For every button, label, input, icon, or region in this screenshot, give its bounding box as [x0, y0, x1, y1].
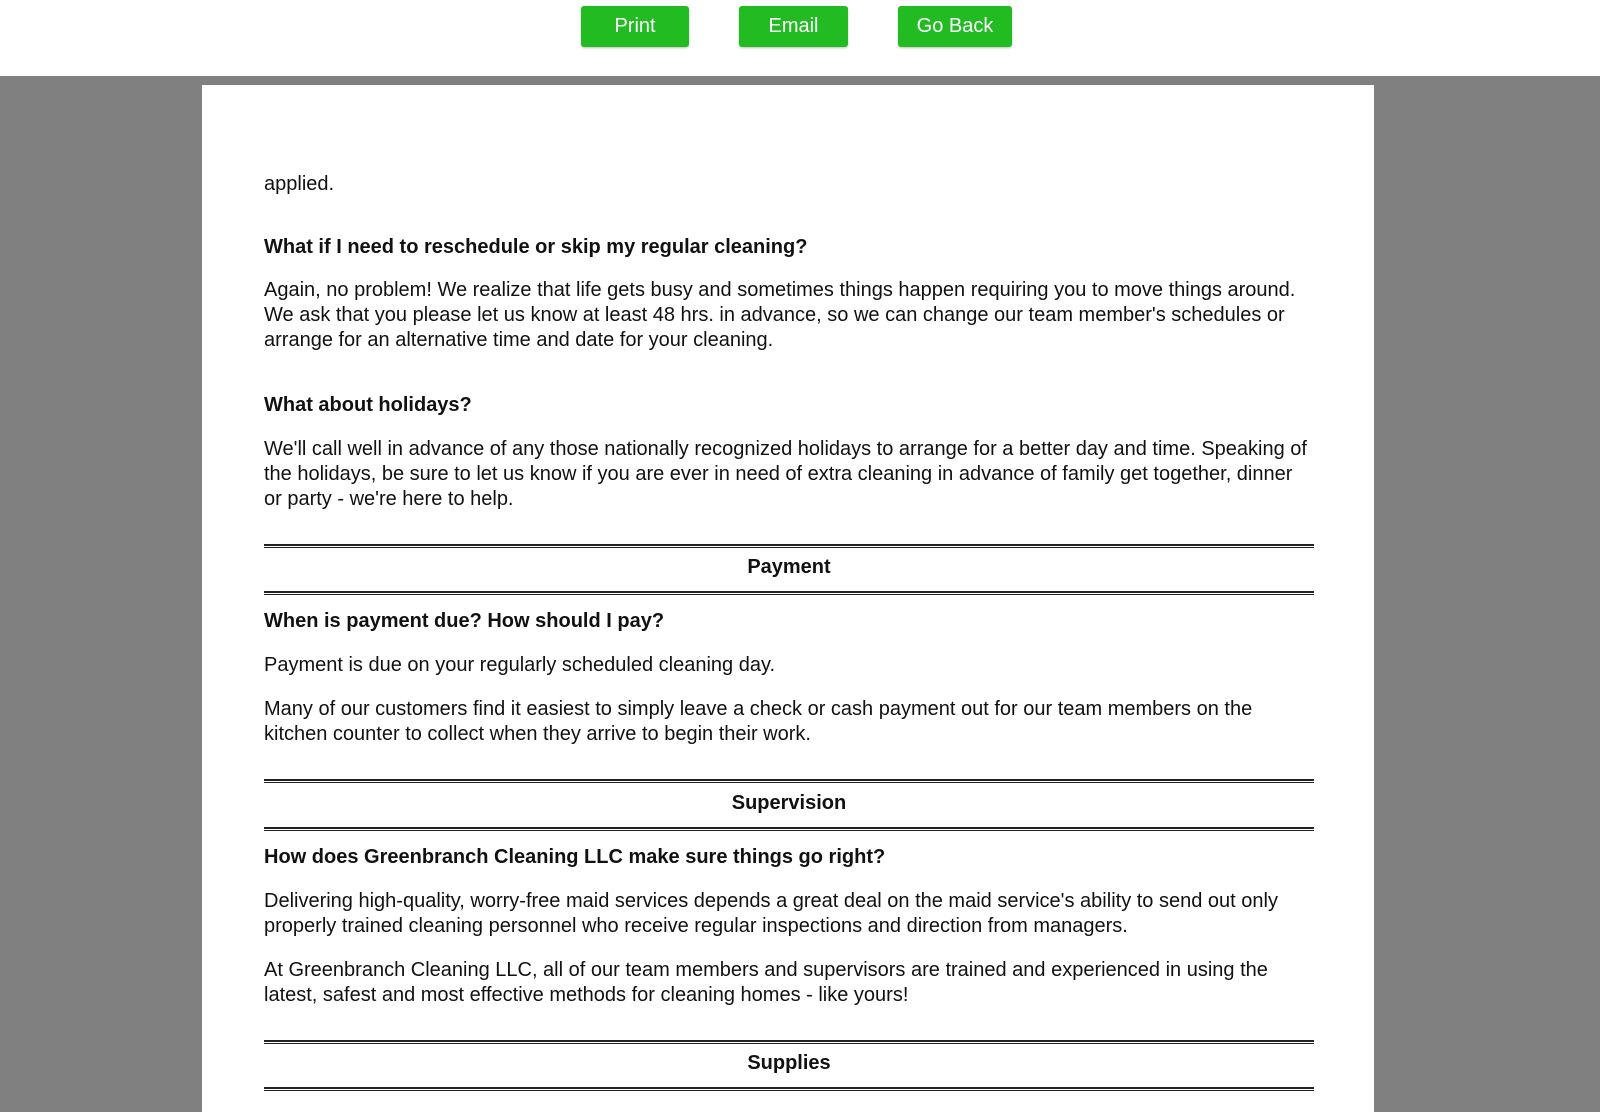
section-divider [264, 779, 1314, 783]
supervision-question: How does Greenbranch Cleaning LLC make sure things go right? [264, 846, 886, 868]
payment-answer-2: Many of our customers find it easiest to simply leave a check or cash payment out for our team members on the kitchen counter to collect when they arrive to begin their work. [264, 698, 1253, 745]
payment-answer-1: Payment is due on your regularly scheduled cleaning day. [264, 654, 776, 676]
section-title-supplies: Supplies [747, 1052, 831, 1074]
supervision-answer-1: Delivering high-quality, worry-free maid services depends a great deal on the maid service's ability to send out only properly trained cleaning personnel who receive regular inspections and direction from managers. [264, 890, 1278, 937]
section-title-payment: Payment [747, 556, 831, 578]
document-page [202, 85, 1374, 1112]
toolbar [0, 0, 1600, 76]
supervision-answer-2: At Greenbranch Cleaning LLC, all of our team members and supervisors are trained and experienced in using the latest, safest and most effective methods for cleaning homes - like yours! [264, 959, 1268, 1006]
section-divider [264, 827, 1314, 831]
payment-question: When is payment due? How should I pay? [264, 610, 665, 632]
section-divider [264, 1087, 1314, 1091]
intro-fragment: applied. [264, 173, 335, 195]
email-button[interactable]: Email [739, 6, 848, 47]
section-title-supervision: Supervision [731, 792, 847, 814]
faq-reschedule-answer: Again, no problem! We realize that life gets busy and sometimes things happen requiring you to move things around. We ask that you please let us know at least 48 hrs. in advance, so we can change our team member's schedules or arrange for an alternative time and date for your cleaning. [264, 279, 1296, 351]
go-back-button[interactable]: Go Back [898, 6, 1012, 47]
faq-holidays-question: What about holidays? [264, 394, 472, 416]
section-divider [264, 1040, 1314, 1044]
faq-holidays-answer: We'll call well in advance of any those nationally recognized holidays to arrange for a better day and time. Speaking of the holidays, be sure to let us know if you are ever in need of extra cleaning in advance of family get together, dinner or party - we're here to help. [264, 438, 1307, 510]
section-divider [264, 544, 1314, 548]
section-divider [264, 591, 1314, 595]
faq-reschedule-question: What if I need to reschedule or skip my regular cleaning? [264, 236, 808, 258]
print-button[interactable]: Print [581, 6, 689, 47]
document-viewer[interactable] [0, 76, 1600, 1112]
